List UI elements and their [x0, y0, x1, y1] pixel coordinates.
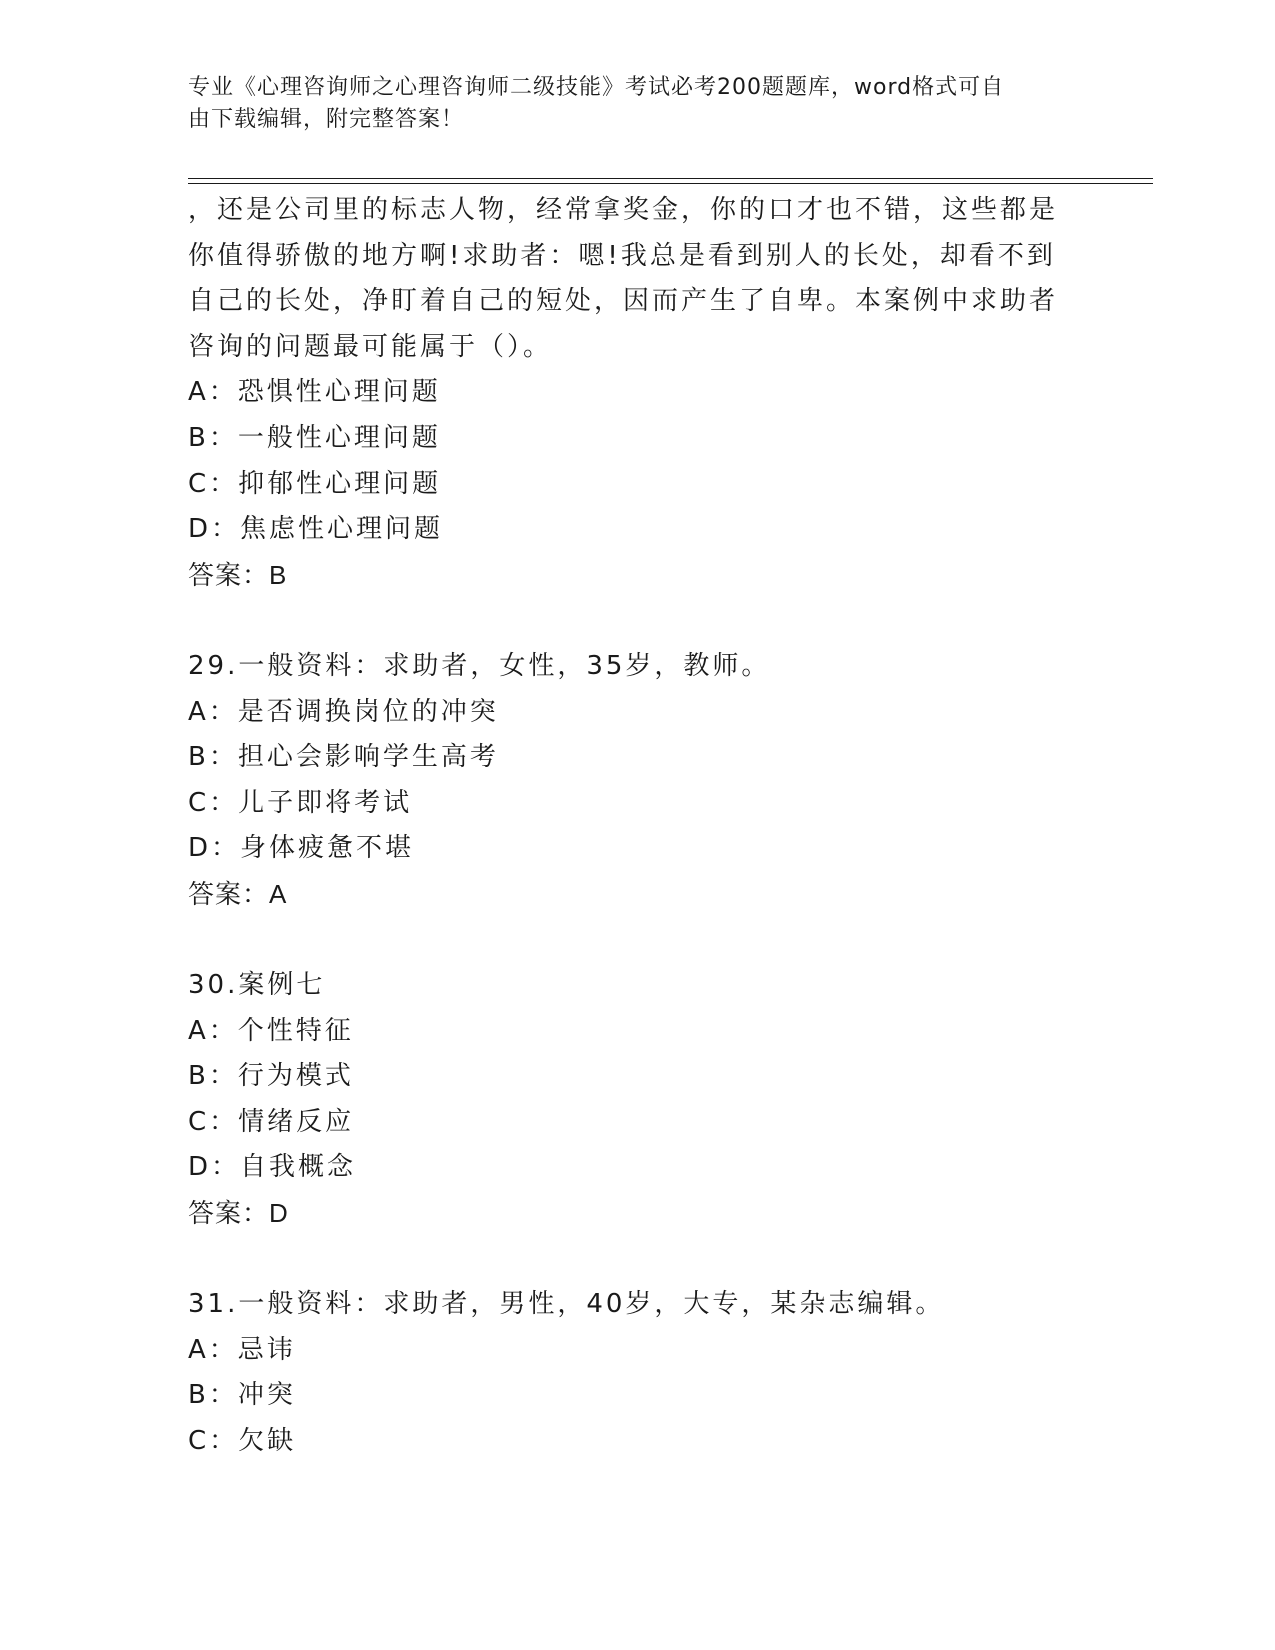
question-stem-line: 自己的长处，净盯着自己的短处，因而产生了自卑。本案例中求助者 — [188, 286, 1059, 317]
option-a: A：个性特征 — [188, 1015, 354, 1046]
header-rule-top — [188, 178, 1153, 179]
question-stem-line: ，还是公司里的标志人物，经常拿奖金，你的口才也不错，这些都是 — [188, 195, 1059, 225]
option-d: D：自我概念 — [188, 1152, 357, 1183]
header-line-2: 由下载编辑，附完整答案！ — [188, 107, 465, 132]
option-c: C：欠缺 — [188, 1426, 297, 1457]
question-stem: 30.案例七 — [188, 970, 326, 1001]
answer-line: 答案：B — [188, 559, 288, 590]
option-b: B：担心会影响学生高考 — [188, 742, 499, 773]
option-d: D：身体疲惫不堪 — [188, 833, 415, 864]
question-spacer — [188, 918, 1088, 964]
option-a: A：忌讳 — [188, 1334, 296, 1365]
answer-line: 答案：A — [188, 878, 288, 909]
question-stem-line: 咨询的问题最可能属于（）。 — [188, 331, 553, 362]
question-29 — [188, 644, 1088, 918]
header-rule-bottom — [188, 183, 1153, 184]
option-c: C：抑郁性心理问题 — [188, 468, 442, 499]
question-31 — [188, 1282, 1088, 1464]
option-b: B：行为模式 — [188, 1061, 354, 1092]
option-a: A：恐惧性心理问题 — [188, 377, 441, 408]
question-list — [188, 188, 1088, 1465]
question-stem: 29.一般资料：求助者，女性，35岁，教师。 — [188, 650, 771, 681]
option-a: A：是否调换岗位的冲突 — [188, 696, 499, 727]
option-c: C：儿子即将考试 — [188, 787, 413, 818]
option-b: B：冲突 — [188, 1380, 296, 1411]
question-stem-line: 你值得骄傲的地方啊!求助者：嗯!我总是看到别人的长处，却看不到 — [188, 240, 1056, 271]
question-30 — [188, 963, 1088, 1237]
header-line-1: 专业《心理咨询师之心理咨询师二级技能》考试必考200题题库，word格式可自 — [188, 75, 1005, 100]
option-c: C：情绪反应 — [188, 1106, 355, 1137]
option-d: D：焦虑性心理问题 — [188, 514, 444, 545]
option-b: B：一般性心理问题 — [188, 422, 441, 453]
answer-line: 答案：D — [188, 1198, 289, 1229]
question-spacer — [188, 598, 1088, 644]
document-header — [188, 72, 1068, 136]
question-28 — [188, 188, 1088, 598]
question-stem: 31.一般资料：求助者，男性，40岁，大专，某杂志编辑。 — [188, 1289, 945, 1320]
question-spacer — [188, 1237, 1088, 1283]
